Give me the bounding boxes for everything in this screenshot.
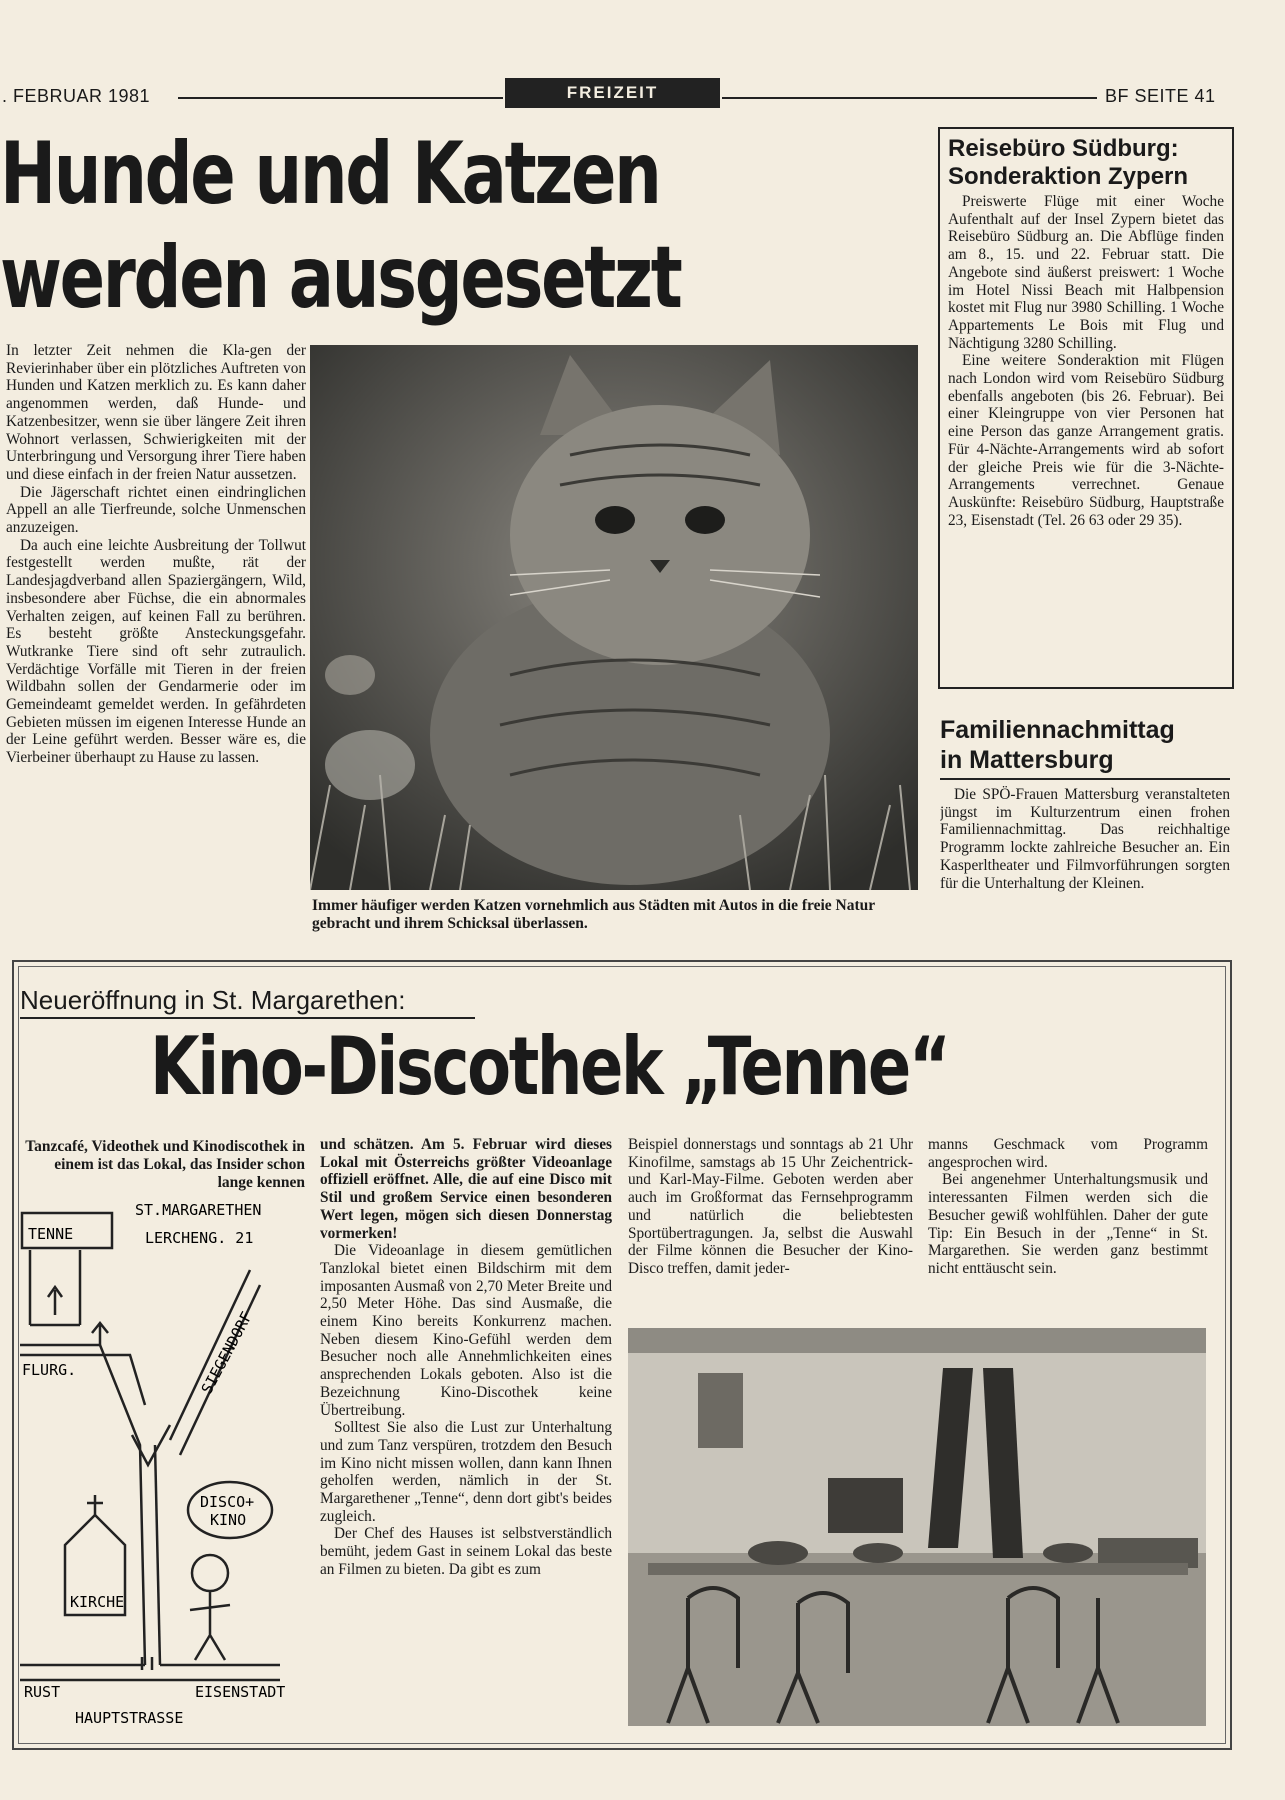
location-map — [20, 1195, 310, 1730]
map-label-hauptstrasse: HAUPTSTRASSE — [75, 1709, 184, 1727]
travel-box-title-line1: Reisebüro Südburg: — [948, 135, 1179, 162]
kino-paragraph: Der Chef des Hauses ist selbstverständlich bemüht, jedem Gast in seinem Lokal das beste an Filmen zu bieten. Da gibt es zum — [320, 1525, 612, 1578]
kino-lead-cont: und schätzen. Am 5. Februar wird dieses Lokal mit Österreichs größter Videoanlage offiziell eröffnet. Alle, die auf eine Disco mit Stil und großem Service einen besonderen Wert legen, mögen sich diesen Donnerstag vormerken! — [320, 1136, 612, 1242]
section-label-text: FREIZEIT — [566, 83, 659, 102]
article-headline-line2: werden ausgesetzt — [0, 228, 681, 328]
cat-illustration — [310, 345, 918, 890]
kino-lead: Tanzcafé, Videothek und Kinodiscothek in einem ist das Lokal, das Insider schon lange kennen — [25, 1138, 305, 1191]
map-label-flurg: FLURG. — [22, 1361, 77, 1379]
map-label-kirche: KIRCHE — [70, 1593, 125, 1611]
article-headline-line1: Hunde und Katzen — [0, 124, 660, 224]
disco-interior-illustration — [628, 1328, 1206, 1726]
article-paragraph: Die Jägerschaft richtet einen eindringlichen Appell an alle Tierfreunde, solche Unmenschen anzuzeigen. — [6, 483, 306, 537]
map-label-eisenstadt: EISENSTADT — [195, 1683, 286, 1701]
family-paragraph: Die SPÖ-Frauen Mattersburg veranstalteten jüngst im Kulturzentrum einen frohen Familiennachmittag. Das reichhaltige Programm lockte zahlreiche Besucher an. Ein Kasperltheater und Filmvorführungen sorgten für die Unterhaltung der Kleinen. — [940, 786, 1230, 892]
map-label-address1: ST.MARGARETHEN — [135, 1201, 262, 1219]
family-title-line1: Familiennachmittag — [940, 716, 1175, 744]
map-label-rust: RUST — [24, 1683, 61, 1701]
map-label-tenne: TENNE — [28, 1225, 74, 1243]
header-rule-right — [722, 97, 1097, 99]
travel-paragraph: Eine weitere Sonderaktion mit Flügen nach London wird vom Reisebüro Südburg ebenfalls angeboten (bis 26. Februar). Bei einer Kleingruppe von vier Personen hat eine Person das ganze Arrangement gratis. Für 4-Nächte-Arrangements wird ab sofort der gleiche Preis wie für die 3-Nächte-Arrangements verrechnet. Genaue Auskünfte: Reisebüro Südburg, Hauptstraße 23, Eisenstadt (Tel. 26 63 oder 29 35). — [948, 352, 1224, 529]
page-number: BF SEITE 41 — [1105, 86, 1216, 106]
kino-column-2 — [320, 1136, 612, 1736]
family-body — [940, 786, 1230, 936]
disco-interior-photo — [628, 1328, 1206, 1726]
section-label — [505, 78, 720, 108]
article-paragraph: Da auch eine leichte Ausbreitung der Tollwut festgestellt werden mußte, rät der Landesjagdverband allen Spaziergängern, Wild, insbesondere aber Füchse, die ein abnormales Verhalten zeigen, auf keinen Fall zu berühren. Es besteht größte Ansteckungsgefahr. Wutkranke Tiere sind oft sehr zutraulich. Verdächtige Vorfälle mit Tieren in der freien Wildbahn sollen der Gendarmerie oder im Gemeindeamt gemeldet werden. In gefährdeten Gebieten müssen im eigenen Interesse Hunde an der Leine geführt werden. Besser wäre es, die Vierbeiner überhaupt zu Hause zu lassen. — [6, 536, 306, 767]
travel-box — [938, 127, 1234, 689]
kino-headline: Kino-Discothek „Tenne“ — [150, 1020, 949, 1113]
kino-subtitle-rule — [20, 1017, 475, 1019]
article-paragraph: In letzter Zeit nehmen die Kla-gen der Revierinhaber über ein plötzliches Auftreten von Hunden und Katzen merklich zu. Es kann daher angenommen werden, daß Hunde- und Katzenbesitzer, wenn sie über längere Zeit ihren Wohnort verlassen, Schwierigkeiten mit der Unterbringung und Versorgung ihrer Tiere haben und diese einfach in der freien Natur aussetzen. — [6, 342, 306, 483]
kino-paragraph: Bei angenehmer Unterhaltungsmusik und interessanten Filmen werden sich die Besucher gewiß wohlfühlen. Daher der gute Tip: Ein Besuch in der „Tenne“ in St. Margarethen. Sie werden ganz bestimmt nicht enttäuscht sein. — [928, 1171, 1208, 1277]
kino-paragraph: Beispiel donnerstags und sonntags ab 21 Uhr Kinofilme, samstags ab 15 Uhr Zeichentrick- und Karl-May-Filme. Geboten werden aber auch im Großformat das Fernsehprogramm und natürlich die beliebtesten Sportübertragungen. Ja, selbst die Auswahl der Filme können die Besucher der Kino-Disco treffen, damit jeder- — [628, 1136, 913, 1277]
family-title-rule — [940, 778, 1230, 780]
map-sketch — [20, 1195, 310, 1730]
travel-box-body — [948, 193, 1224, 663]
kino-paragraph: manns Geschmack vom Programm angesprochen wird. — [928, 1136, 1208, 1171]
map-label-address2: LERCHENG. 21 — [145, 1229, 254, 1247]
travel-paragraph: Preiswerte Flüge mit einer Woche Aufenthalt auf der Insel Zypern bietet das Reisebüro Südburg an. Die Abflüge finden am 8., 15. und 22. Februar statt. Die Angebote sind äußerst preiswert: 1 Woche im Hotel Nissi Beach mit Halbpension kostet mit Flug nur 3980 Schilling. 1 Woche Appartements Le Bois mit Flug und Nächtigung 3280 Schilling. — [948, 193, 1224, 352]
kino-paragraph: Die Videoanlage in diesem gemütlichen Tanzlokal bietet einen Bildschirm mit dem imposanten Ausmaß von 2,70 Meter Breite und 2,50 Meter Höhe. Das sind Ausmaße, die einem Kino bereits Konkurrenz machen. Neben diesem Kino-Gefühl werden dem Besucher noch alle Annehmlichkeiten eines ansprechenden Lokals geboten. Also ist die Bezeichnung Kino-Discothek keine Übertreibung. — [320, 1242, 612, 1419]
kino-column-4 — [928, 1136, 1208, 1316]
family-title-line2: in Mattersburg — [940, 746, 1114, 774]
map-label-kino: KINO — [210, 1511, 247, 1529]
cat-photo — [310, 345, 918, 890]
travel-box-title-line2: Sonderaktion Zypern — [948, 163, 1189, 190]
kino-subtitle: Neueröffnung in St. Margarethen: — [20, 985, 406, 1015]
kino-paragraph: Solltest Sie also die Lust zur Unterhaltung und zum Tanz verspüren, trotzdem den Besuch im Kino nicht missen wollen, dann kann Ihnen geholfen werden, nämlich in der St. Margarethener „Tenne“, denn dort gibt's beides zugleich. — [320, 1419, 612, 1525]
article-body — [6, 342, 306, 927]
header-rule-left — [178, 97, 503, 99]
kino-column-3 — [628, 1136, 913, 1316]
map-label-siegendorf: SIEGENDORF — [197, 1308, 256, 1397]
issue-date: . FEBRUAR 1981 — [2, 86, 151, 106]
photo-caption: Immer häufiger werden Katzen vornehmlich aus Städten mit Autos in die freie Natur gebracht und ihrem Schicksal überlassen. — [312, 897, 875, 932]
map-label-disco: DISCO+ — [200, 1493, 255, 1511]
